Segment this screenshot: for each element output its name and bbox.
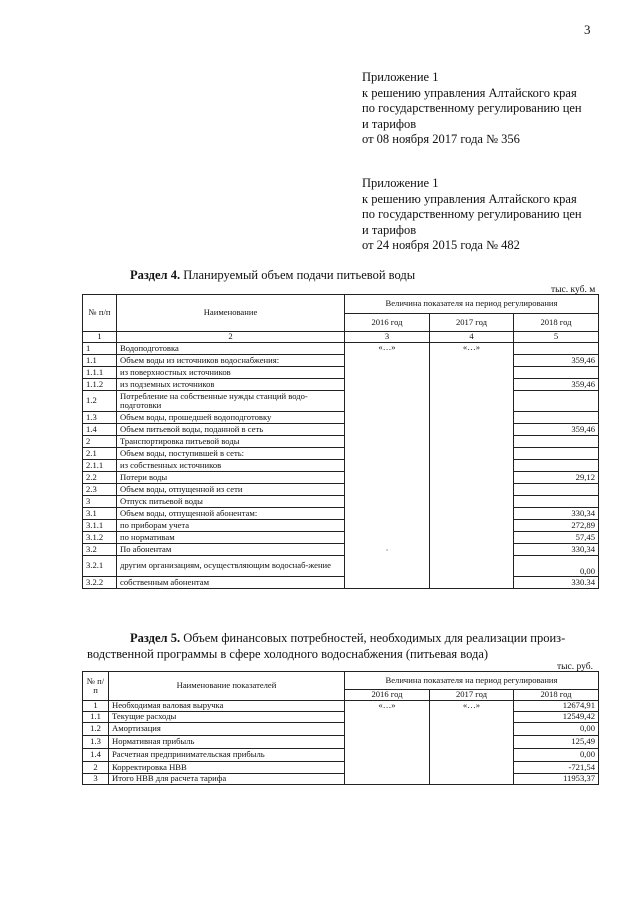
row-name: Объем воды, поступившей в сеть: — [117, 448, 345, 460]
value-2016 — [345, 343, 430, 589]
ellipsis-mark: «…» — [462, 342, 481, 352]
value-2018: 0,00 — [514, 723, 599, 736]
row-name: Объем питьевой воды, поданной в сеть — [117, 424, 345, 436]
appendix-line: Приложение 1 — [362, 176, 439, 190]
row-name: Водоподготовка — [117, 343, 345, 355]
table-row — [83, 484, 599, 496]
column-number: 1 — [83, 332, 117, 343]
row-name: Объем воды из источников водоснабжения: — [117, 355, 345, 367]
table-row — [83, 556, 599, 577]
appendix-line: и тарифов — [362, 222, 417, 237]
header-num: № п/п — [83, 672, 109, 701]
ellipsis-mark: «…» — [462, 700, 481, 710]
header-period: Величина показателя на период регулирования — [345, 295, 599, 314]
row-name: другим организациям, осуществляющим водоснаб-жение — [117, 556, 345, 577]
row-num: 3.2.1 — [83, 556, 117, 577]
row-name: по нормативам — [117, 532, 345, 544]
value-2018: 11953,37 — [514, 774, 599, 785]
row-num: 1 — [83, 343, 117, 355]
column-number: 3 — [345, 332, 430, 343]
row-num: 3.1 — [83, 508, 117, 520]
appendix-line: к решению управления Алтайского края — [362, 85, 577, 100]
section4-label: Раздел 4. — [130, 268, 181, 282]
row-num: 1.3 — [83, 736, 109, 749]
row-num: 1.4 — [83, 424, 117, 436]
row-num: 3.2 — [83, 544, 117, 556]
header-year-2018: 2018 год — [514, 314, 599, 332]
header-year-2017: 2017 год — [430, 690, 514, 701]
row-name: из подземных источников — [117, 379, 345, 391]
row-num: 1.1 — [83, 355, 117, 367]
section4-title-text: Планируемый объем подачи питьевой воды — [180, 268, 416, 282]
row-num: 3 — [83, 774, 109, 785]
row-name: Текущие расходы — [109, 712, 345, 723]
value-2018 — [514, 436, 599, 448]
table-row — [83, 472, 599, 484]
ellipsis-mark: «…» — [378, 342, 396, 352]
row-name: Нормативная прибыль — [109, 736, 345, 749]
table-row — [83, 448, 599, 460]
row-name: Объем воды, отпущенной абонентам: — [117, 508, 345, 520]
row-num: 1.2 — [83, 391, 117, 412]
table-row — [83, 424, 599, 436]
value-2018: 0,00 — [514, 749, 599, 762]
table-row — [83, 508, 599, 520]
row-num: 2.1 — [83, 448, 117, 460]
appendix-block-original — [362, 176, 582, 254]
header-year-2017: 2017 год — [430, 314, 514, 332]
header-year-2018: 2018 год — [514, 690, 599, 701]
table-row — [83, 379, 599, 391]
value-2018: 57,45 — [514, 532, 599, 544]
table-row — [83, 436, 599, 448]
header-period: Величина показателя на период регулирования — [345, 672, 599, 690]
ellipsis-mark: «…» — [378, 700, 396, 710]
value-2018: 12674,91 — [514, 701, 599, 712]
value-2018 — [514, 367, 599, 379]
column-number: 2 — [117, 332, 345, 343]
value-2018: 0,00 — [514, 556, 599, 577]
appendix-line: и тарифов — [362, 116, 417, 131]
table-row — [83, 712, 599, 723]
table-row — [83, 723, 599, 736]
row-name: Отпуск питьевой воды — [117, 496, 345, 508]
value-2018 — [514, 391, 599, 412]
value-2018 — [514, 448, 599, 460]
row-num: 1.1 — [83, 712, 109, 723]
row-name: по приборам учета — [117, 520, 345, 532]
section5-title-cont — [87, 646, 488, 662]
section5-title-line2: водственной программы в сфере холодного водоснабжения (питьевая вода) — [87, 647, 489, 661]
row-name: Амортизация — [109, 723, 345, 736]
value-2018: 359,46 — [514, 379, 599, 391]
section5-title-line1: Объем финансовых потребностей, необходимых для реализации произ- — [180, 631, 566, 645]
row-num: 1.1.2 — [83, 379, 117, 391]
table-row — [83, 762, 599, 774]
value-2018: 29,12 — [514, 472, 599, 484]
row-name: Необходимая валовая выручка — [109, 701, 345, 712]
table-row — [83, 460, 599, 472]
row-num: 3.2.2 — [83, 577, 117, 589]
row-name: По абонентам — [117, 544, 345, 556]
appendix-line: от 24 ноября 2015 года № 482 — [362, 238, 520, 252]
column-number: 5 — [514, 332, 599, 343]
table-row — [83, 355, 599, 367]
dot-mark: · — [385, 544, 389, 555]
value-2018: 12549,42 — [514, 712, 599, 723]
table-row — [83, 774, 599, 785]
row-num: 2.1.1 — [83, 460, 117, 472]
value-2018 — [514, 496, 599, 508]
row-num: 1 — [83, 701, 109, 712]
row-name: Транспортировка питьевой воды — [117, 436, 345, 448]
row-num: 1.2 — [83, 723, 109, 736]
value-2018 — [514, 412, 599, 424]
header-num: № п/п — [83, 295, 117, 332]
page-number: 3 — [584, 22, 591, 37]
row-name: Потери воды — [117, 472, 345, 484]
table-row — [83, 577, 599, 589]
section5-unit: тыс. руб. — [557, 662, 593, 672]
section4-table — [82, 294, 599, 589]
row-name: Итого НВВ для расчета тарифа — [109, 774, 345, 785]
row-num: 1.4 — [83, 749, 109, 762]
section5-table — [82, 671, 599, 785]
value-2018 — [514, 484, 599, 496]
row-name: из собственных источников — [117, 460, 345, 472]
table-row — [83, 749, 599, 762]
value-2018: 359,46 — [514, 355, 599, 367]
table-row — [83, 736, 599, 749]
row-num: 2.2 — [83, 472, 117, 484]
row-name: Расчетная предпринимательская прибыль — [109, 749, 345, 762]
row-num: 1.1.1 — [83, 367, 117, 379]
header-year-2016: 2016 год — [345, 690, 430, 701]
value-2018 — [514, 460, 599, 472]
value-2018 — [514, 343, 599, 355]
table-row — [83, 544, 599, 556]
section5-title — [130, 630, 565, 646]
header-name: Наименование — [117, 295, 345, 332]
row-num: 3 — [83, 496, 117, 508]
value-2018: 330.34 — [514, 577, 599, 589]
appendix-block-current — [362, 70, 582, 148]
value-2018: -721,54 — [514, 762, 599, 774]
row-name: Корректировка НВВ — [109, 762, 345, 774]
row-name: Объем воды, прошедшей водоподготовку — [117, 412, 345, 424]
value-2018: 359,46 — [514, 424, 599, 436]
table-row — [83, 532, 599, 544]
column-number: 4 — [430, 332, 514, 343]
value-2018: 330,34 — [514, 544, 599, 556]
section4-unit: тыс. куб. м — [551, 285, 596, 295]
appendix-line: от 08 ноября 2017 года № 356 — [362, 132, 520, 146]
row-num: 1.3 — [83, 412, 117, 424]
table-row — [83, 412, 599, 424]
appendix-line: к решению управления Алтайского края — [362, 191, 577, 206]
section5-label: Раздел 5. — [130, 631, 181, 645]
value-2017 — [430, 701, 514, 785]
value-2017 — [430, 343, 514, 589]
row-num: 3.1.2 — [83, 532, 117, 544]
row-num: 3.1.1 — [83, 520, 117, 532]
row-num: 2.3 — [83, 484, 117, 496]
row-name: собственным абонентам — [117, 577, 345, 589]
value-2018: 125,49 — [514, 736, 599, 749]
value-2016 — [345, 701, 430, 785]
section4-title — [130, 267, 415, 283]
table-row — [83, 391, 599, 412]
row-name: Объем воды, отпущенной из сети — [117, 484, 345, 496]
row-name: из поверхностных источников — [117, 367, 345, 379]
appendix-line: по государственному регулированию цен — [362, 207, 582, 221]
appendix-line: по государственному регулированию цен — [362, 101, 582, 115]
header-name: Наименование показателей — [109, 672, 345, 701]
value-2018: 330,34 — [514, 508, 599, 520]
table-row — [83, 496, 599, 508]
row-num: 2 — [83, 436, 117, 448]
row-name: Потребление на собственные нужды станций водо-подготовки — [117, 391, 345, 412]
row-num: 2 — [83, 762, 109, 774]
value-2018: 272,89 — [514, 520, 599, 532]
table-row — [83, 520, 599, 532]
appendix-line: Приложение 1 — [362, 70, 439, 84]
table-row — [83, 367, 599, 379]
table-row — [83, 343, 599, 355]
table-row — [83, 701, 599, 712]
header-year-2016: 2016 год — [345, 314, 430, 332]
